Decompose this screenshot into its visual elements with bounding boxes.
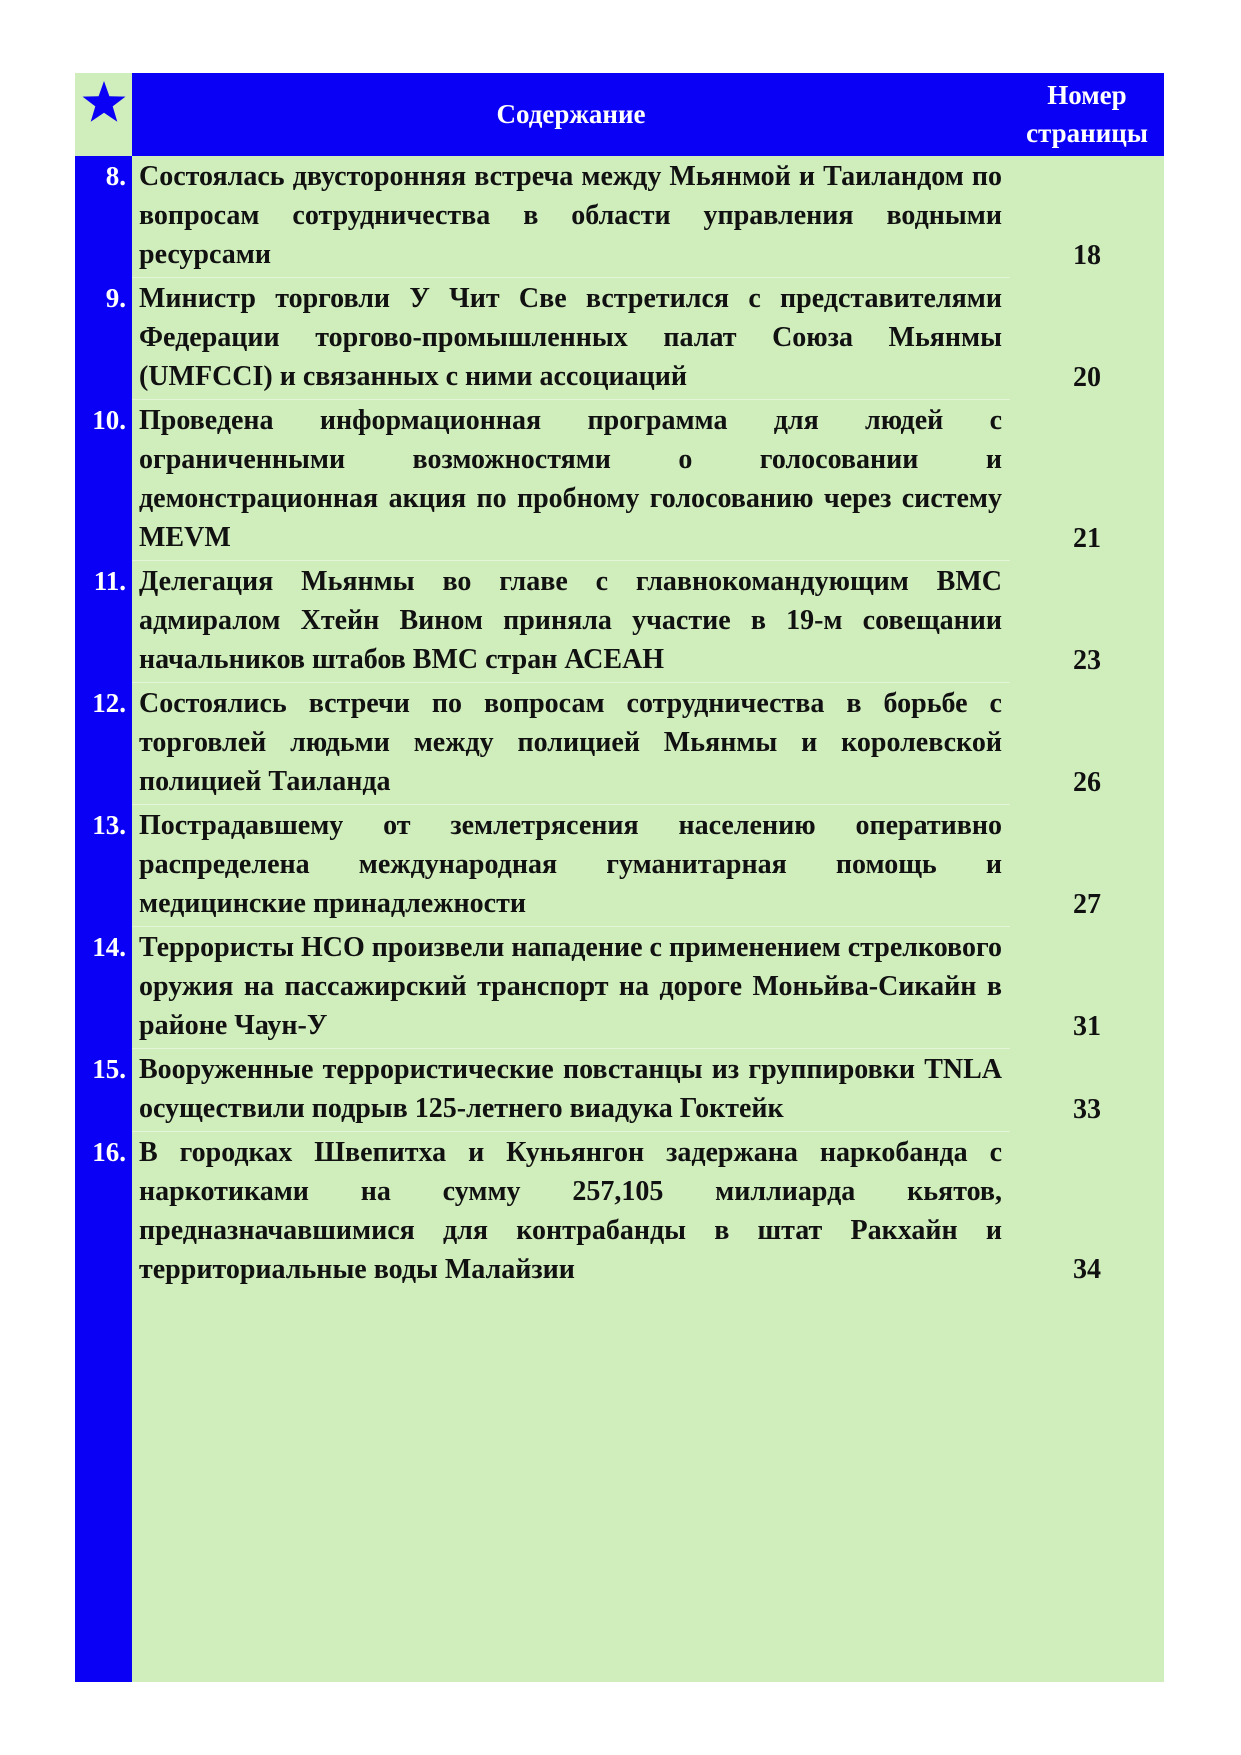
header-page-number-label [1010,73,1164,156]
item-number: 14. [92,932,126,962]
table-of-contents [75,73,1164,1682]
empty-table-area [132,1292,1164,1682]
item-title[interactable]: В городках Швепитха и Куньянгон задержана наркобанда с наркотиками на сумму 257,105 миллиарда кьятов, предназначавшимися для контрабанды в штат Ракхайн и территориальные воды Малайзии [139,1137,1002,1285]
item-page-number[interactable]: 21 [1073,523,1101,554]
item-number: 13. [92,810,126,840]
item-page-number[interactable]: 20 [1073,362,1101,393]
item-number: 9. [105,283,126,313]
item-page-number[interactable]: 26 [1073,767,1101,798]
item-page-number[interactable]: 27 [1073,889,1101,920]
item-page-number[interactable]: 34 [1073,1254,1101,1285]
item-title[interactable]: Делегация Мьянмы во главе с главнокомандующим ВМС адмиралом Хтейн Вином приняла участие в 19-м совещании начальников штабов ВМС стран АСЕАН [132,561,1010,683]
header-star-cell [75,73,132,156]
item-title[interactable]: Террористы НСО произвели нападение с применением стрелкового оружия на пассажирский транспорт на дороге Моньйва-Сикайн в районе Чаун-У [132,927,1010,1049]
item-title[interactable]: Проведена информационная программа для людей с ограниченными возможностями о голосовании и демонстрационная акция по пробному голосованию через систему MEVM [132,400,1010,561]
header-contents-title [132,73,1010,156]
header-title-text: Содержание [496,99,646,129]
item-page-number[interactable]: 33 [1073,1094,1101,1125]
item-number: 12. [92,688,126,718]
star-icon [81,79,127,125]
item-title[interactable]: Состоялась двусторонняя встреча между Мьянмой и Таиландом по вопросам сотрудничества в области управления водными ресурсами [132,156,1010,278]
item-title[interactable]: Министр торговли У Чит Све встретился с представителями Федерации торгово-промышленных палат Союза Мьянмы (UMFCCI) и связанных с ними ассоциаций [132,278,1010,400]
item-number: 16. [92,1137,126,1167]
item-title[interactable]: Вооруженные террористические повстанцы из группировки TNLA осуществили подрыв 125-летнего виадука Гоктейк [132,1049,1010,1132]
item-page-number[interactable]: 31 [1073,1011,1101,1042]
header-page-label-line1: Номер [1047,80,1127,110]
header-page-label-line2: страницы [1026,118,1148,148]
item-number: 15. [92,1054,126,1084]
item-number: 11. [93,566,126,596]
item-number: 10. [92,405,126,435]
item-number: 8. [105,161,126,191]
item-title[interactable]: Пострадавшему от землетрясения населению оперативно распределена международная гуманитарная помощь и медицинские принадлежности [132,805,1010,927]
item-page-number[interactable]: 23 [1073,645,1101,676]
item-page-number[interactable]: 18 [1073,240,1101,271]
item-title[interactable]: Состоялись встречи по вопросам сотрудничества в борьбе с торговлей людьми между полицией Мьянмы и королевской полицией Таиланда [132,683,1010,805]
